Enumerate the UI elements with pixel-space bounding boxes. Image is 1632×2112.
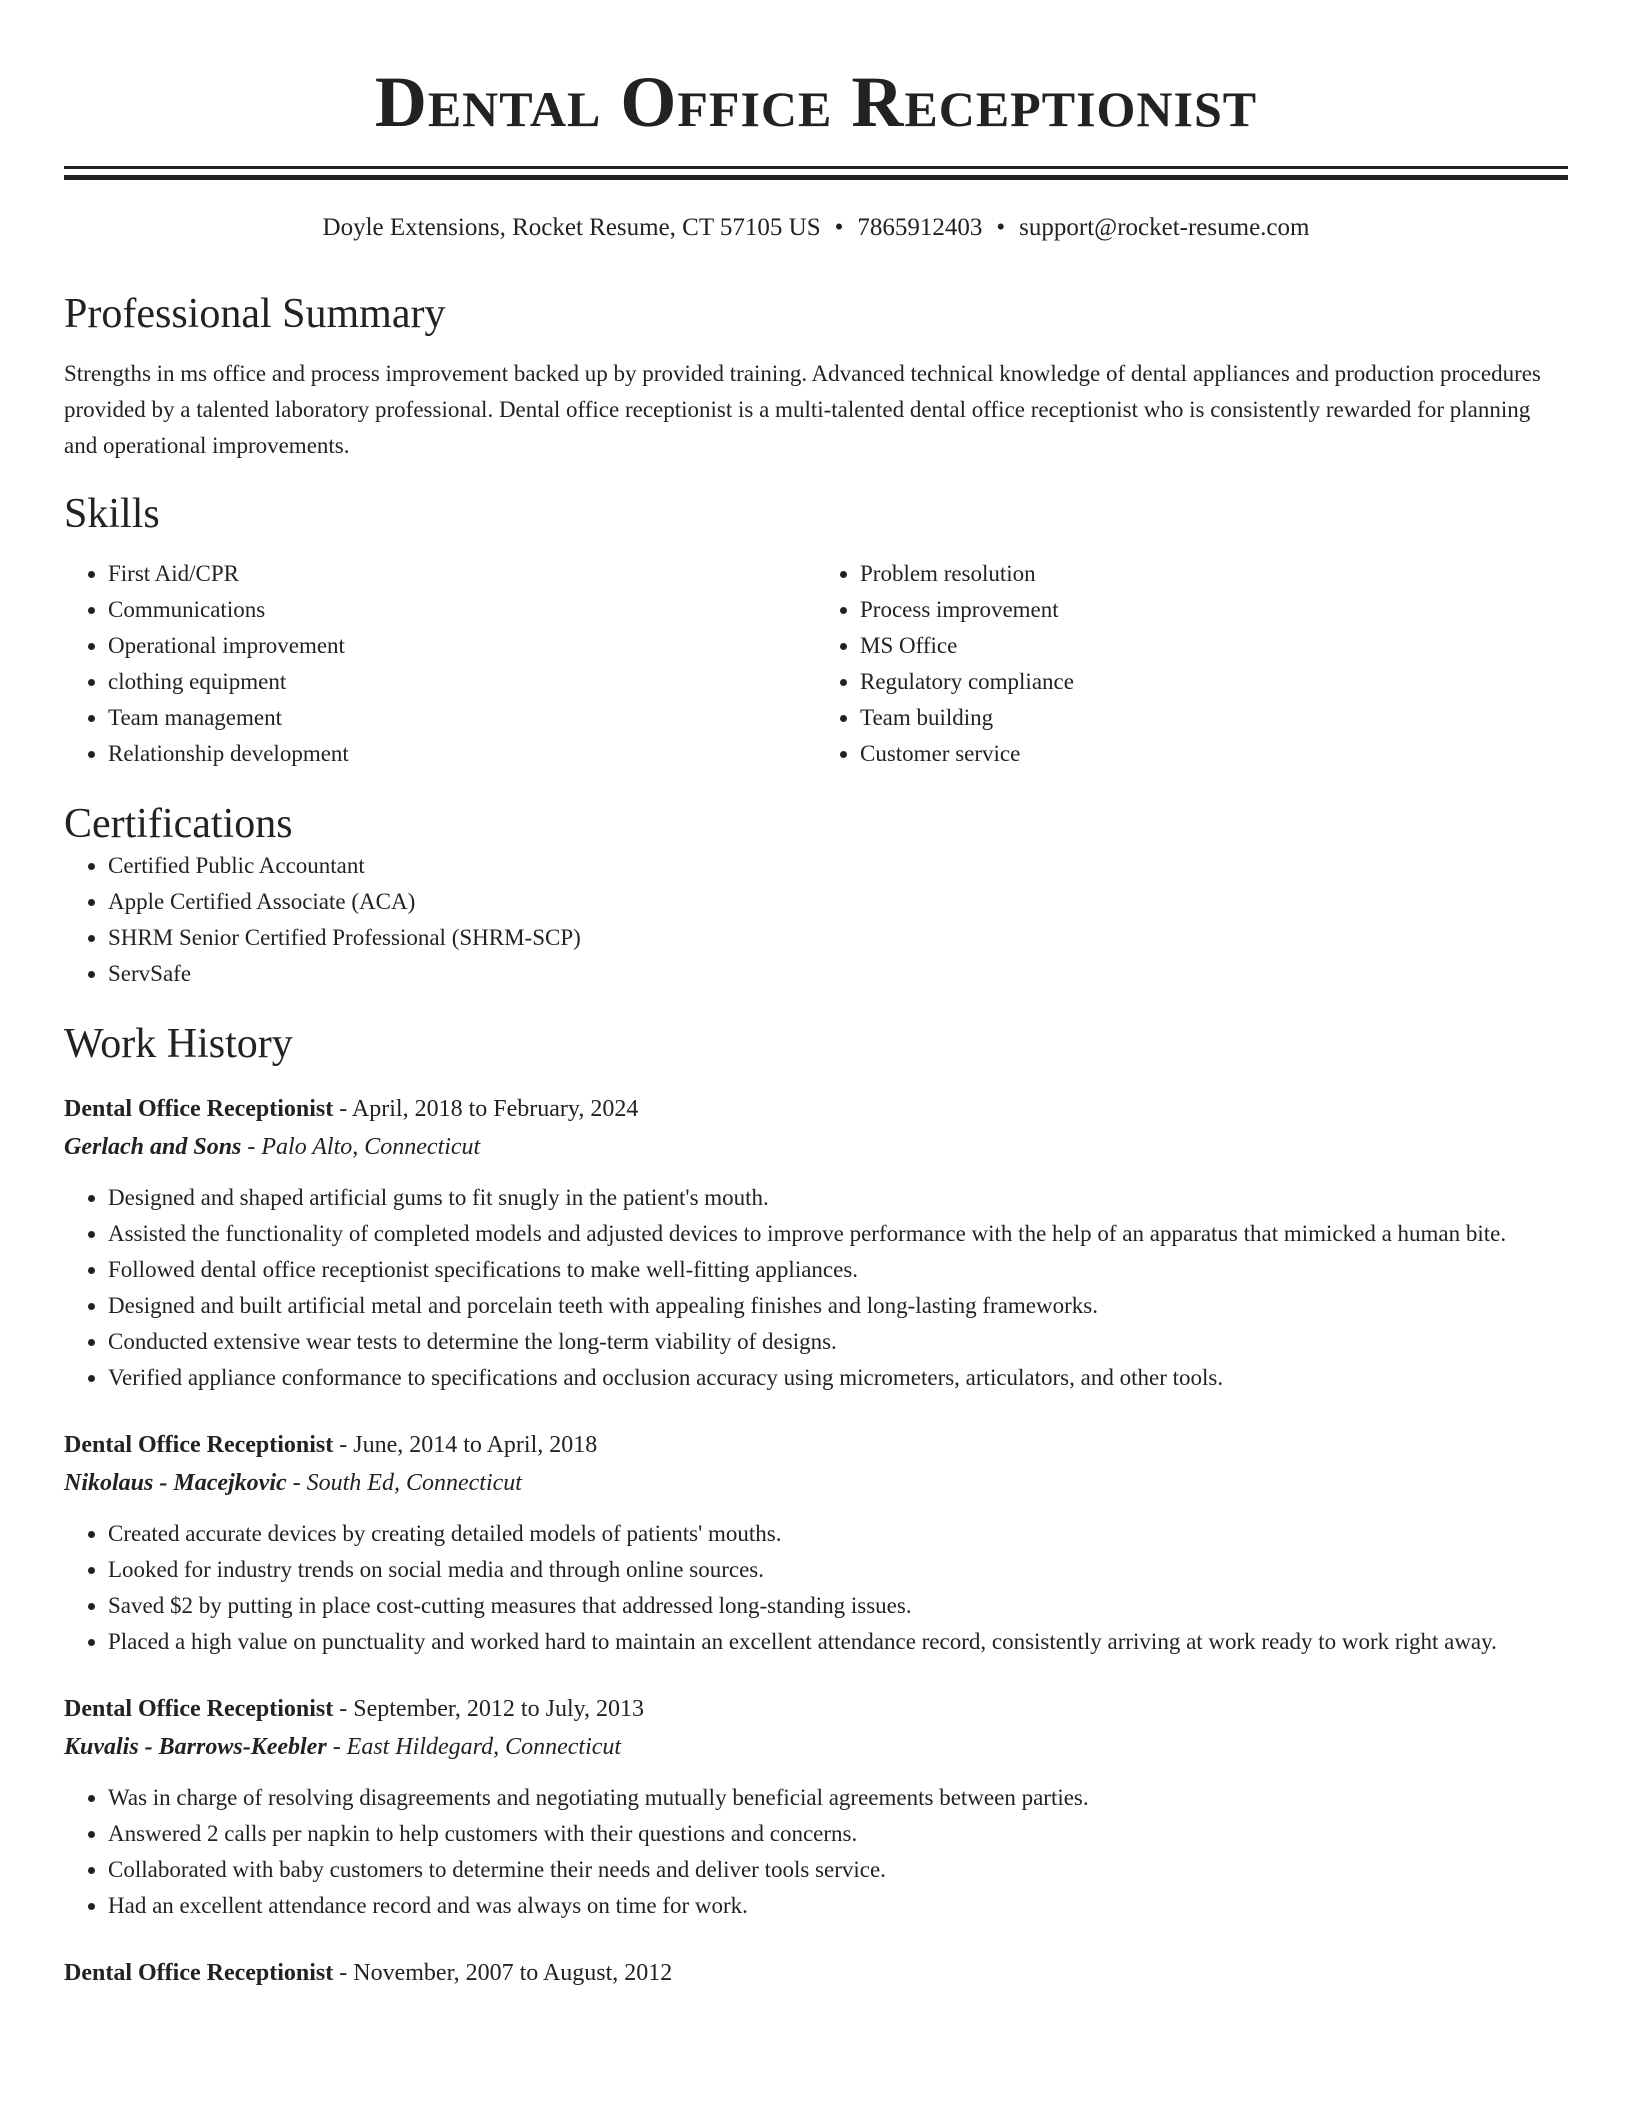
contact-separator: • [834, 214, 844, 241]
skill-item: • Process improvement [860, 592, 1568, 628]
job-bullet: • Designed and built artificial metal and porcelain teeth with appealing finishes and long-lasting frameworks. [108, 1288, 1568, 1324]
skills-list-left [64, 556, 816, 772]
job-bullet: • Assisted the functionality of completed models and adjusted devices to improve performance with the help of an apparatus that mimicked a human bite. [108, 1216, 1568, 1252]
resume-page [64, 0, 1568, 1992]
certification-item: • Certified Public Accountant [108, 848, 1568, 884]
job-company: Nikolaus - Macejkovic [64, 1470, 287, 1496]
job-role: Dental Office Receptionist [64, 1696, 334, 1722]
skill-item: • Customer service [860, 736, 1568, 772]
job-bullet: • Had an excellent attendance record and was always on time for work. [108, 1888, 1568, 1924]
job-location: - East Hildegard, Connecticut [326, 1734, 622, 1760]
certifications-list [64, 848, 1568, 992]
job-bullets [64, 1516, 1568, 1660]
skill-item: • MS Office [860, 628, 1568, 664]
job-bullet: • Collaborated with baby customers to determine their needs and deliver tools service. [108, 1852, 1568, 1888]
job-bullet: • Placed a high value on punctuality and worked hard to maintain an excellent attendance record, consistently arriving at work ready to work right away. [108, 1624, 1568, 1660]
certification-item: • SHRM Senior Certified Professional (SHRM-SCP) [108, 920, 1568, 956]
skill-item: • Problem resolution [860, 556, 1568, 592]
job-bullets [64, 1180, 1568, 1396]
job-header [64, 1426, 1568, 1464]
job-entry [64, 1954, 1568, 1992]
job-bullet: • Saved $2 by putting in place cost-cutting measures that addressed long-standing issues. [108, 1588, 1568, 1624]
job-dates: - June, 2014 to April, 2018 [333, 1432, 598, 1458]
job-role: Dental Office Receptionist [64, 1960, 334, 1986]
skills-columns [64, 556, 1568, 772]
skill-item: • Operational improvement [108, 628, 816, 664]
contact-email[interactable]: support@rocket-resume.com [1019, 214, 1310, 241]
job-employer [64, 1728, 1568, 1766]
job-dates: - September, 2012 to July, 2013 [333, 1696, 645, 1722]
job-dates: - November, 2007 to August, 2012 [333, 1960, 673, 1986]
job-entry [64, 1426, 1568, 1660]
job-employer [64, 1464, 1568, 1502]
contact-line [64, 210, 1568, 246]
header-rule-thin [64, 166, 1568, 169]
contact-separator: • [996, 214, 1006, 241]
skills-list-right [816, 556, 1568, 772]
section-title-skills: Skills [64, 491, 160, 537]
summary-text: Strengths in ms office and process improvement backed up by provided training. Advanced technical knowledge of dental appliances and production procedures provided by a talented laboratory professional. Dental office receptionist is a multi-talented dental office receptionist who is consistently rewarded for planning and operational improvements. [64, 361, 1541, 458]
skill-item: • First Aid/CPR [108, 556, 816, 592]
job-bullet: • Verified appliance conformance to specifications and occlusion accuracy using micrometers, articulators, and other tools. [108, 1360, 1568, 1396]
job-bullet: • Answered 2 calls per napkin to help customers with their questions and concerns. [108, 1816, 1568, 1852]
job-bullet: • Created accurate devices by creating detailed models of patients' mouths. [108, 1516, 1568, 1552]
skill-item: • Communications [108, 592, 816, 628]
job-bullet: • Conducted extensive wear tests to determine the long-term viability of designs. [108, 1324, 1568, 1360]
job-entry [64, 1090, 1568, 1396]
job-entry [64, 1690, 1568, 1924]
job-bullets [64, 1780, 1568, 1924]
section-title-summary: Professional Summary [64, 291, 446, 337]
job-dates: - April, 2018 to February, 2024 [333, 1096, 639, 1122]
job-header [64, 1954, 1568, 1992]
job-header [64, 1690, 1568, 1728]
job-location: - Palo Alto, Connecticut [241, 1134, 481, 1160]
section-title-work-history: Work History [64, 1021, 293, 1067]
skill-item: • clothing equipment [108, 664, 816, 700]
certification-item: • ServSafe [108, 956, 1568, 992]
job-employer [64, 1128, 1568, 1166]
job-bullet: • Looked for industry trends on social media and through online sources. [108, 1552, 1568, 1588]
job-company: Kuvalis - Barrows-Keebler [64, 1734, 327, 1760]
job-location: - South Ed, Connecticut [286, 1470, 522, 1496]
resume-name-title: Dental Office Receptionist [374, 62, 1258, 142]
contact-address: Doyle Extensions, Rocket Resume, CT 57105 US [322, 214, 821, 241]
job-company: Gerlach and Sons [64, 1134, 242, 1160]
job-bullet: • Designed and shaped artificial gums to fit snugly in the patient's mouth. [108, 1180, 1568, 1216]
skill-item: • Regulatory compliance [860, 664, 1568, 700]
job-bullet: • Was in charge of resolving disagreements and negotiating mutually beneficial agreements between parties. [108, 1780, 1568, 1816]
job-role: Dental Office Receptionist [64, 1432, 334, 1458]
job-role: Dental Office Receptionist [64, 1096, 334, 1122]
job-header [64, 1090, 1568, 1128]
header-rule-thick [64, 175, 1568, 180]
certification-item: • Apple Certified Associate (ACA) [108, 884, 1568, 920]
job-bullet: • Followed dental office receptionist specifications to make well-fitting appliances. [108, 1252, 1568, 1288]
skill-item: • Team building [860, 700, 1568, 736]
section-title-certifications: Certifications [64, 801, 293, 847]
skill-item: • Team management [108, 700, 816, 736]
contact-phone: 7865912403 [857, 214, 983, 241]
skill-item: • Relationship development [108, 736, 816, 772]
